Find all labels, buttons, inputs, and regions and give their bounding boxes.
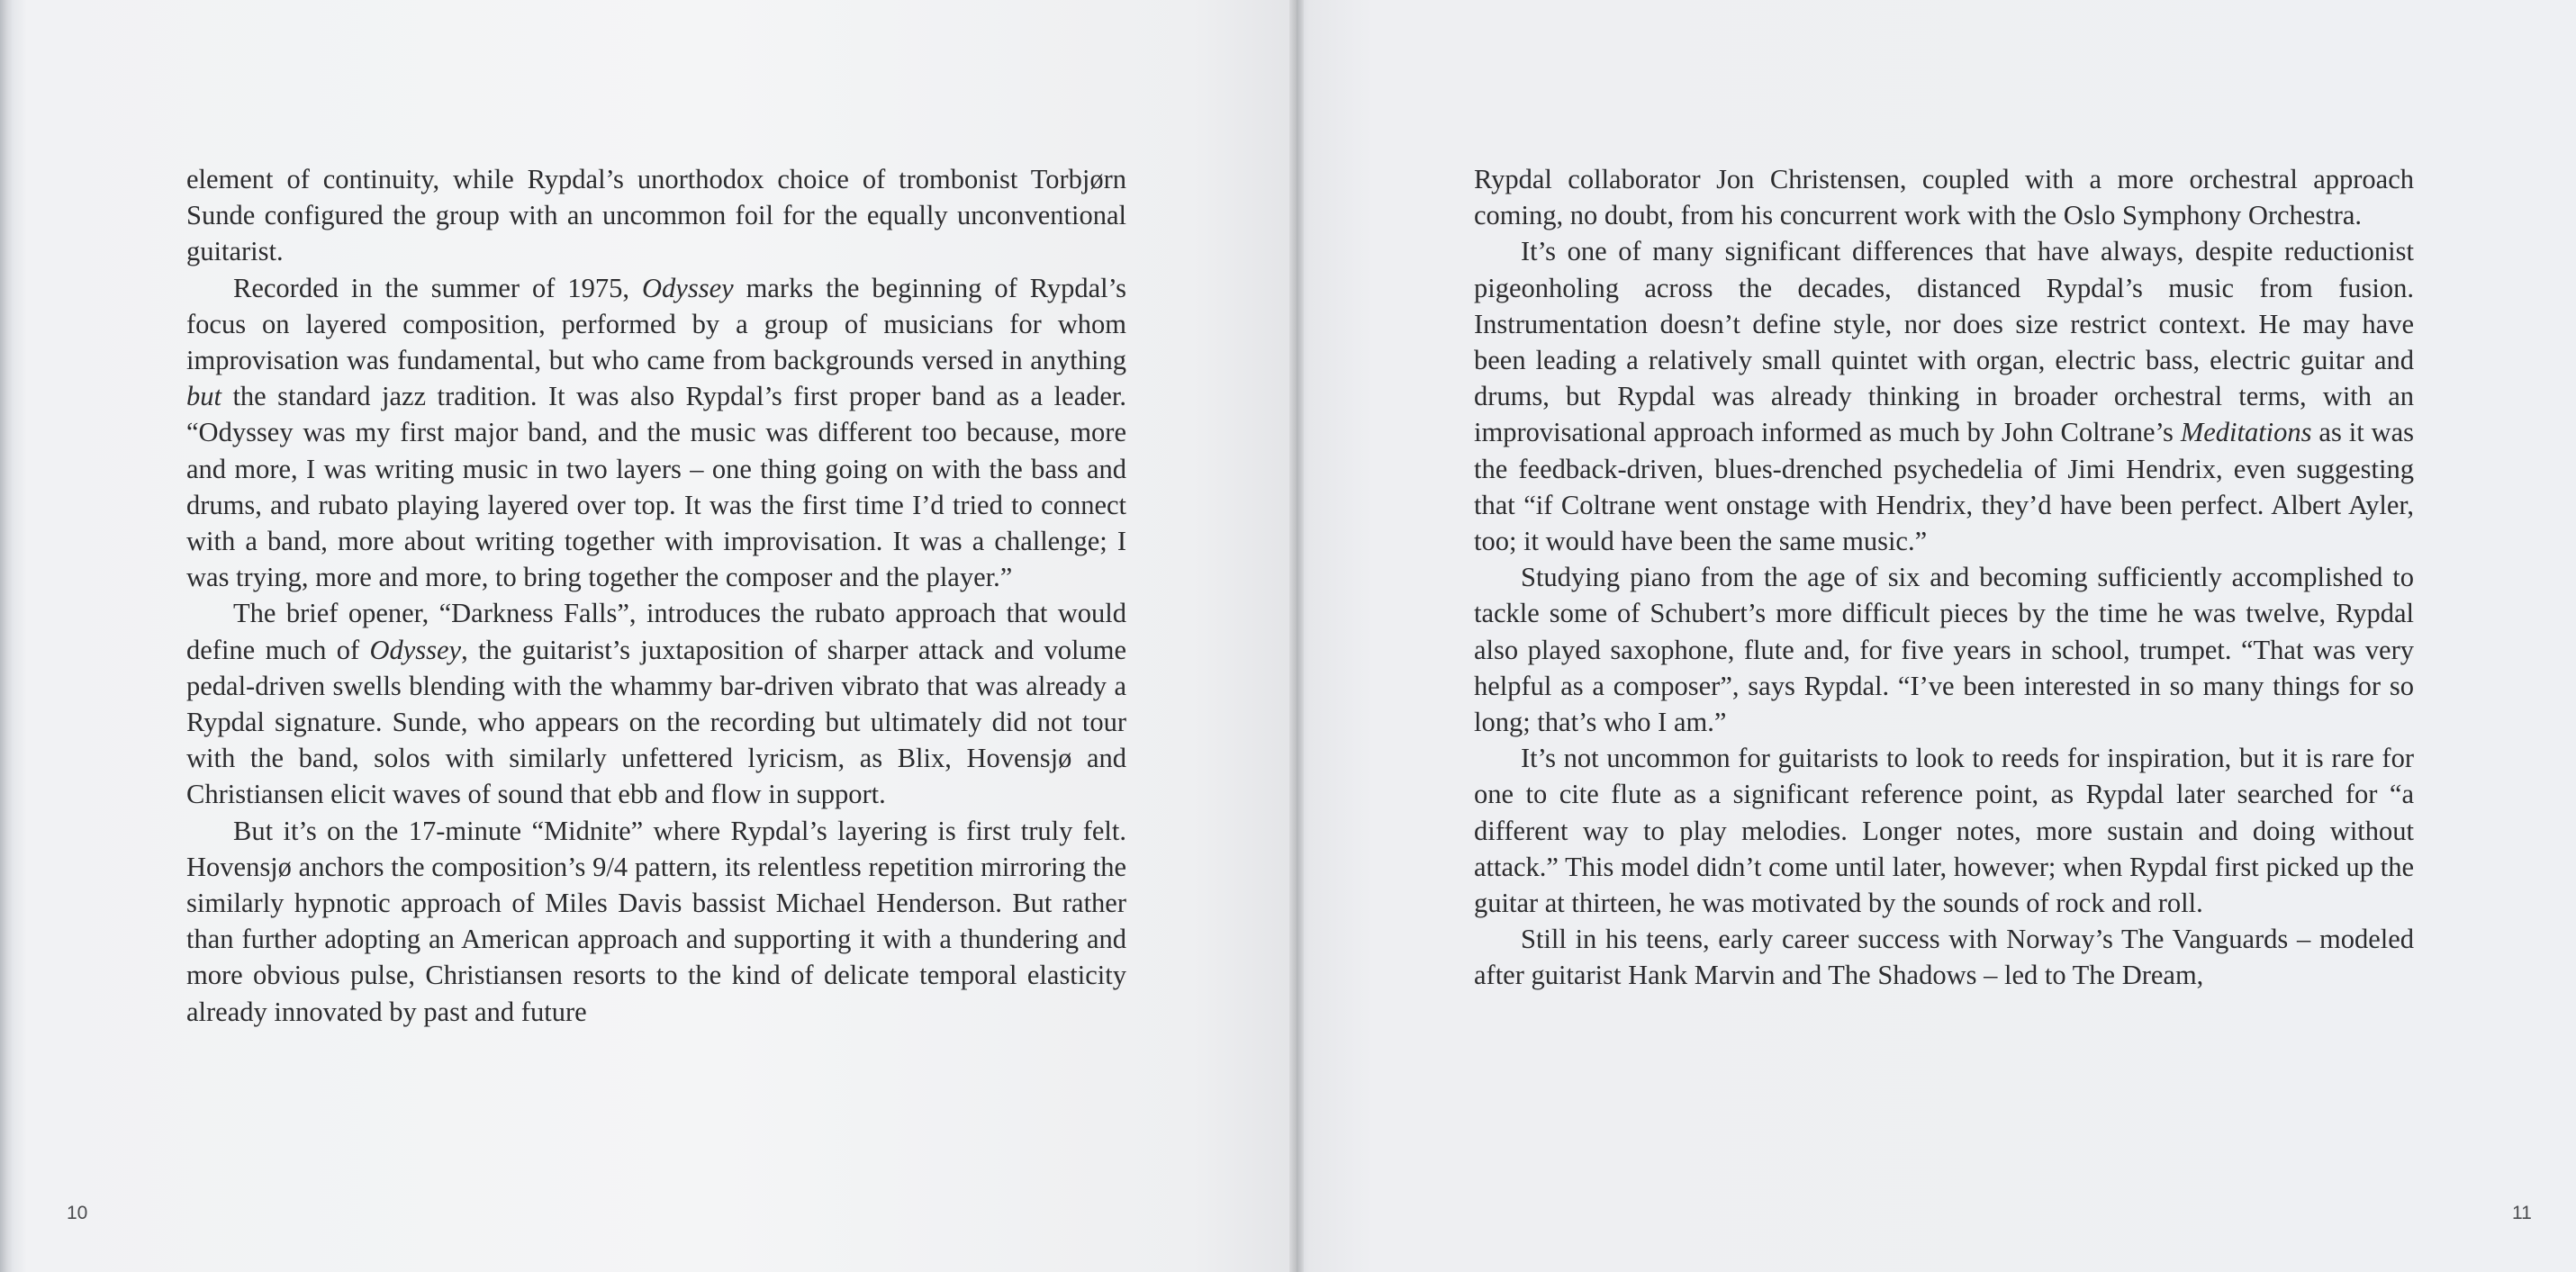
text-run: Still in his teens, early career success with Norway’s The Vanguards – modeled after guitarist Hank Marvin and The Shadows – led to The Dream, [1474, 924, 2414, 991]
body-paragraph [186, 813, 1126, 1030]
body-paragraph [1474, 921, 2414, 993]
text-run: element of continuity, while Rypdal’s unorthodox choice of trombonist Torbjørn Sunde configured the group with an uncommon foil for the equally unconventional guitarist. [186, 164, 1126, 267]
right-page-number: 11 [2512, 1203, 2532, 1223]
italic-title: Odyssey [642, 272, 734, 303]
text-run: Recorded in the summer of 1975, [233, 272, 643, 303]
body-paragraph [1474, 161, 2414, 233]
body-paragraph [1474, 740, 2414, 921]
binding-gutter [1289, 0, 1304, 1272]
text-run: , the guitarist’s juxtaposition of sharper attack and volume pedal-driven swells blending with the whammy bar-driven vibrato that was already a Rypdal signature. Sunde, who appears on the recording but ultimately did not tour with the band, solos with similarly unfettered lyricism, as Blix, Hovensjø and Christiansen elicit waves of sound that ebb and flow in support. [186, 634, 1126, 810]
right-page-text [1474, 161, 2414, 994]
italic-title: but [186, 381, 221, 412]
text-run: But it’s on the 17-minute “Midnite” where Rypdal’s layering is first truly felt. Hovensjø anchors the composition’s 9/4 pattern, its relentless repetition mirroring the similarly hypnotic approach of Miles Davis bassist Michael Henderson. But rather than further adopting an American approach and supporting it with a thundering and more obvious pulse, Christiansen resorts to the kind of delicate temporal elasticity already innovated by past and future [186, 815, 1126, 1027]
body-paragraph [1474, 233, 2414, 559]
text-run: Studying piano from the age of six and becoming sufficiently accomplished to tackle some of Schubert’s more difficult pieces by the time he was twelve, Rypdal also played saxophone, flute and, for five years in school, trumpet. “That was very helpful as a composer”, says Rypdal. “I’ve been interested in so many things for so long; that’s who I am.” [1474, 562, 2414, 738]
text-run: Rypdal collaborator Jon Christensen, coupled with a more orchestral approach coming, no doubt, from his concurrent work with the Oslo Symphony Orchestra. [1474, 164, 2414, 231]
text-run: It’s not uncommon for guitarists to look to reeds for inspiration, but it is rare for one to cite flute as a significant reference point, as Rypdal later searched for “a different way to play melodies. Longer notes, more sustain and doing without attack.” This model didn’t come until later, however; when Rypdal first picked up the guitar at thirteen, he was motivated by the sounds of rock and roll. [1474, 743, 2414, 919]
text-run: as it was the feedback-driven, blues-drenched psychedelia of Jimi Hendrix, even suggesting that “if Coltrane went onstage with Hendrix, they’d have been perfect. Albert Ayler, too; it would have been the same music.” [1474, 417, 2414, 557]
text-run: It’s one of many significant differences that have always, despite reductionist pigeonholing across the decades, distanced Rypdal’s music from fusion. Instrumentation doesn’t define style, nor does size restrict context. He may have been leading a relatively small quintet with organ, electric bass, electric guitar and drums, but Rypdal was already thinking in broader orchestral terms, with an improvisational approach informed as much by John Coltrane’s [1474, 236, 2414, 448]
text-run: the standard jazz tradition. It was also Rypdal’s first proper band as a leader. “Odyssey was my first major band, and the music was different too because, more and more, I was writing music in two layers – one thing going on with the bass and drums, and rubato playing layered over top. It was the first time I’d tried to connect with a band, more about writing together with improvisation. It was a challenge; I was trying, more and more, to bring together the composer and the player.” [186, 381, 1126, 593]
text-run: The brief opener, “Darkness Falls”, introduces the rubato approach that would define much of [186, 598, 1126, 665]
italic-title: Odyssey [369, 634, 462, 665]
left-page-number: 10 [67, 1203, 88, 1223]
body-paragraph [186, 270, 1126, 596]
text-run: marks the beginning of Rypdal’s focus on layered composition, performed by a group of musicians for whom improvisation was fundamental, but who came from backgrounds versed in anything [186, 272, 1126, 376]
body-paragraph [1474, 559, 2414, 740]
body-paragraph [186, 161, 1126, 270]
left-page-text [186, 161, 1126, 1030]
right-page [1297, 0, 2576, 1272]
page-edge [0, 0, 13, 1272]
italic-title: Meditations [2180, 417, 2312, 448]
body-paragraph [186, 595, 1126, 812]
